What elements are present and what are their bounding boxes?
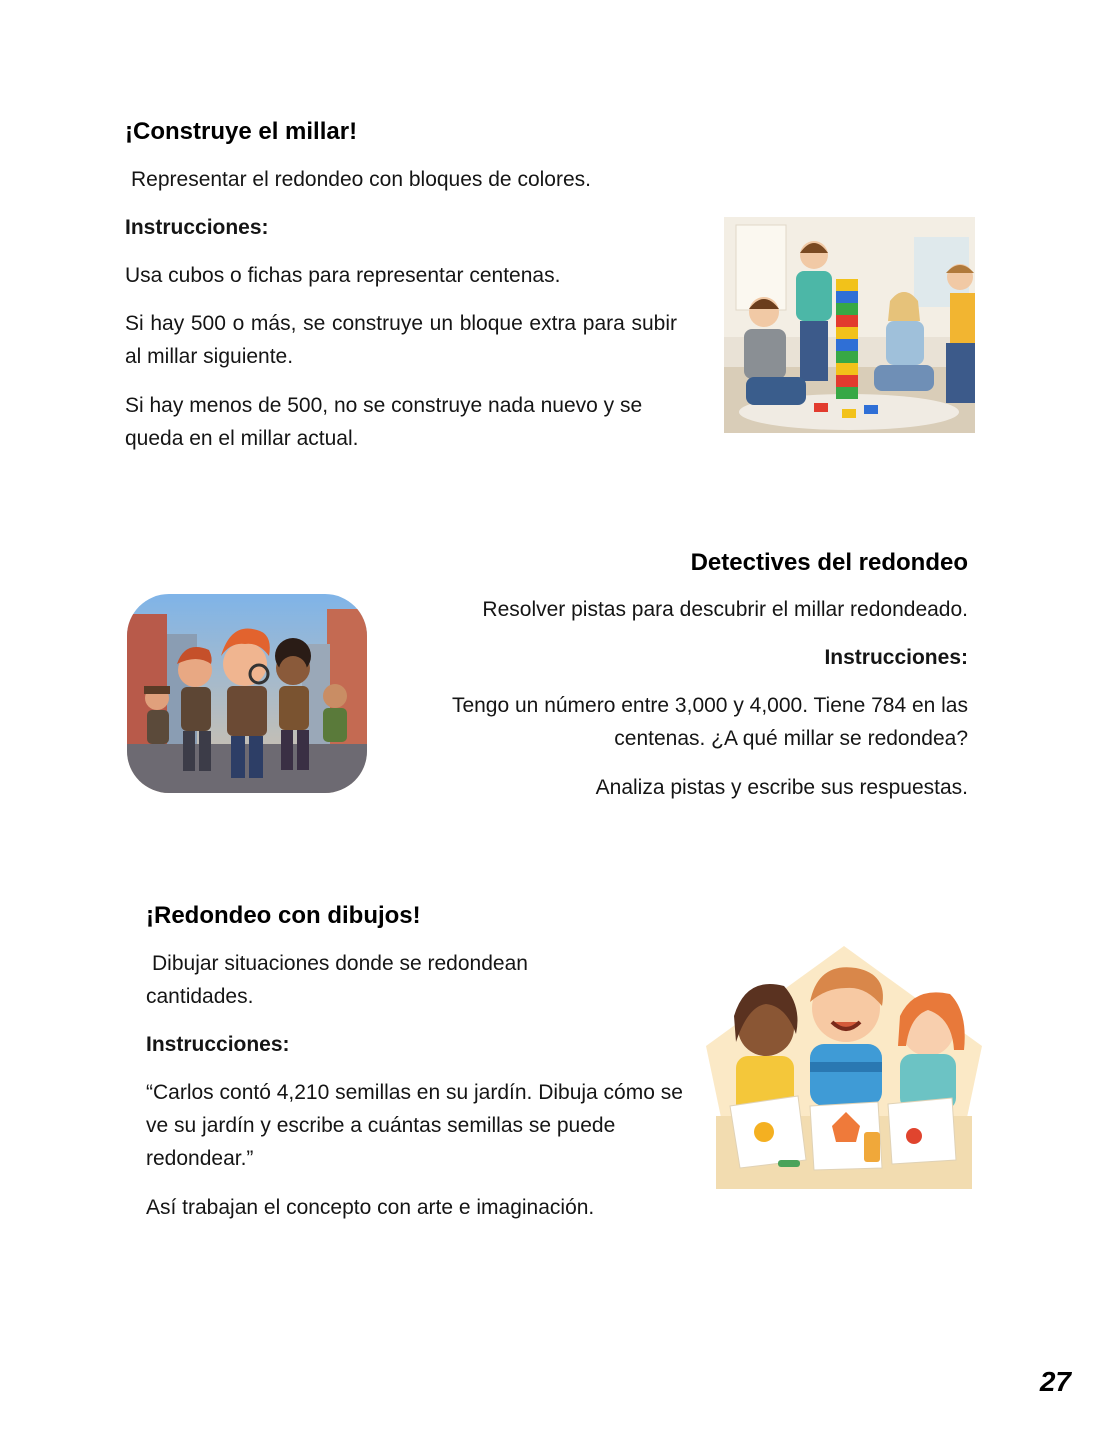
page-number: 27 [1039, 1366, 1071, 1397]
instruction-step: Si hay 500 o más, se construye un bloque extra para subir al millar siguiente. [125, 312, 677, 368]
instruction-step: “Carlos contó 4,210 semillas en su jardín. Dibuja cómo se ve su jardín y escribe a cuántas semillas se puede redondear.” [146, 1081, 683, 1170]
instruction-step: Si hay menos de 500, no se construye nada nuevo y se queda en el millar actual. [125, 394, 643, 450]
section-title-construye: ¡Construye el millar! [125, 118, 358, 145]
section-objective: Resolver pistas para descubrir el millar redondeado. [482, 598, 968, 621]
instruction-step: Tengo un número entre 3,000 y 4,000. Tiene 784 en las centenas. ¿A qué millar se redondea? [451, 694, 968, 750]
section-title-dibujos: ¡Redondeo con dibujos! [146, 902, 421, 929]
kids-drawing-illustration [706, 946, 982, 1189]
detective-kids-illustration [127, 594, 367, 793]
kids-building-blocks-photo [724, 217, 975, 433]
instructions-label: Instrucciones: [146, 1033, 290, 1056]
section-title-detectives: Detectives del redondeo [690, 549, 968, 576]
instruction-step: Analiza pistas y escribe sus respuestas. [595, 776, 968, 799]
instructions-label: Instrucciones: [824, 646, 968, 669]
section-objective: Dibujar situaciones donde se redondean cantidades. [146, 952, 528, 1008]
instruction-step: Así trabajan el concepto con arte e imaginación. [146, 1196, 595, 1219]
section-objective: Representar el redondeo con bloques de colores. [131, 168, 591, 191]
instruction-step: Usa cubos o fichas para representar centenas. [125, 264, 561, 287]
instructions-label: Instrucciones: [125, 216, 269, 239]
